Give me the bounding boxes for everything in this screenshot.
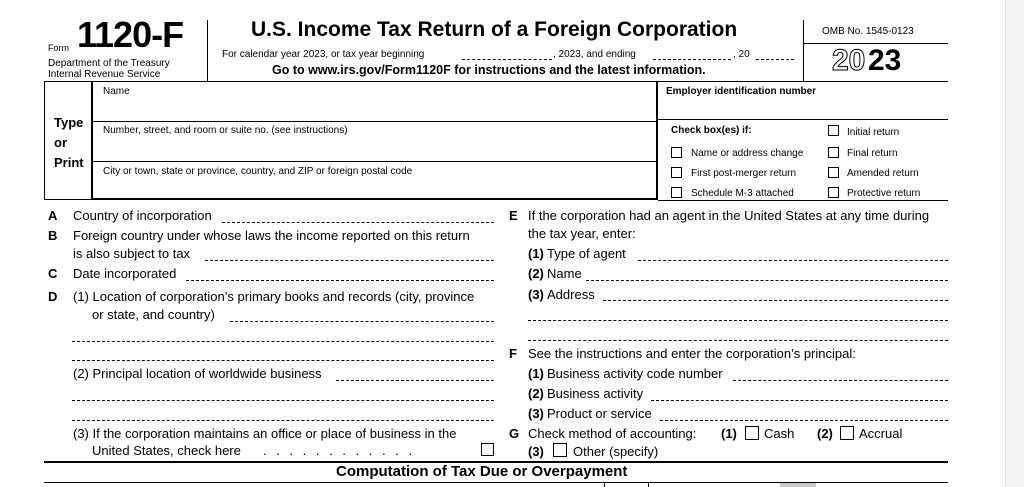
line-a-text: Country of incorporation [73, 208, 212, 223]
tax-year-end-year-field[interactable] [756, 59, 794, 60]
omb-number: OMB No. 1545-0123 [822, 26, 914, 37]
header-divider-left [207, 20, 208, 82]
final-return-label: Final return [847, 148, 898, 159]
form-title: U.S. Income Tax Return of a Foreign Corporation [251, 18, 738, 41]
line-b-letter: B [48, 228, 58, 243]
check-boxes-label: Check box(es) if: [671, 125, 752, 136]
section-title: Computation of Tax Due or Overpayment [336, 463, 628, 480]
line-f1-num: (1) [528, 366, 544, 381]
vertical-scrollbar[interactable] [1005, 0, 1024, 487]
cash-method-checkbox[interactable] [745, 426, 759, 440]
line-e1-num: (1) [528, 246, 544, 261]
form-label: Form [48, 43, 69, 53]
line-g-letter: G [509, 426, 520, 441]
line-e3-text: Address [547, 287, 595, 302]
street-label: Number, street, and room or suite no. (see instructions) [103, 125, 348, 136]
agent-address-field-3[interactable] [528, 340, 948, 341]
name-address-change-checkbox[interactable] [671, 147, 682, 158]
books-location-field-3[interactable] [72, 360, 494, 361]
final-return-checkbox[interactable] [828, 147, 839, 158]
form-number: 1120-F [77, 14, 184, 55]
type-or-print-label: Type or Print [54, 115, 84, 170]
worldwide-business-field-1[interactable] [336, 380, 494, 381]
calendar-end-text: , 20 [733, 49, 750, 60]
product-service-field[interactable] [660, 420, 948, 421]
calendar-mid-text: , 2023, and ending [553, 49, 636, 60]
line-a-letter: A [48, 208, 58, 223]
line-f3-text: Product or service [547, 406, 652, 421]
header-divider-right [803, 20, 804, 82]
cash-method-label: Cash [764, 426, 795, 441]
line-e2-text: Name [547, 266, 582, 281]
name-divider [91, 121, 658, 122]
entity-left-bottom [44, 199, 92, 200]
ein-input[interactable] [662, 100, 946, 118]
line-d1-text-2: or state, and country) [92, 307, 215, 322]
amended-return-checkbox[interactable] [828, 167, 839, 178]
line-d-letter: D [48, 289, 58, 304]
agent-name-field[interactable] [586, 280, 948, 281]
entity-left-border [44, 81, 45, 200]
city-label: City or town, state or province, country, and ZIP or foreign postal code [103, 166, 413, 177]
agent-address-field-2[interactable] [528, 320, 948, 321]
table-column-divider-2 [648, 483, 649, 487]
line-d3-dots: . . . . . . . . . . . . [263, 443, 416, 458]
schedule-m3-checkbox[interactable] [671, 187, 682, 198]
country-of-incorporation-field[interactable] [222, 222, 494, 223]
tax-year-begin-field[interactable] [462, 59, 552, 60]
line-e3-num: (3) [528, 287, 544, 302]
line-e-text-1: If the corporation had an agent in the United States at any time during [528, 208, 930, 223]
business-activity-code-field[interactable] [733, 380, 948, 381]
line-e-text-2: the tax year, enter: [528, 226, 636, 241]
name-address-change-label: Name or address change [691, 148, 804, 159]
us-office-checkbox[interactable] [481, 443, 494, 456]
line-e2-num: (2) [528, 266, 544, 281]
business-activity-field[interactable] [651, 400, 948, 401]
amended-return-label: Amended return [847, 168, 919, 179]
line-e-letter: E [509, 208, 518, 223]
street-input[interactable] [93, 138, 656, 160]
line-g3-num: (3) [528, 444, 544, 459]
books-location-field-2[interactable] [72, 341, 494, 342]
agent-type-field[interactable] [638, 260, 948, 261]
year-outline: 20 [832, 44, 866, 77]
line-f-text: See the instructions and enter the corporation’s principal: [528, 346, 856, 361]
name-label: Name [103, 86, 130, 97]
calendar-year-text: For calendar year 2023, or tax year beginning [222, 49, 425, 60]
line-f-letter: F [509, 346, 517, 361]
line-f2-text: Business activity [547, 386, 644, 401]
other-method-label: Other (specify) [573, 444, 659, 459]
line-b-text-2: is also subject to tax [73, 246, 191, 261]
line-d1-text-1: (1) Location of corporation’s primary books and records (city, province [73, 289, 475, 304]
first-post-merger-label: First post-merger return [691, 168, 797, 179]
line-f2-num: (2) [528, 386, 544, 401]
ein-divider [658, 119, 948, 120]
books-location-field-1[interactable] [230, 321, 494, 322]
table-column-divider-1 [604, 483, 605, 487]
instructions-link-text: Go to www.irs.gov/Form1120F for instructions and the latest information. [272, 63, 706, 77]
name-input[interactable] [93, 98, 656, 120]
year-bold: 23 [868, 44, 902, 77]
tax-year-end-field[interactable] [653, 59, 731, 60]
schedule-m3-label: Schedule M-3 attached [691, 188, 794, 199]
line-g1-num: (1) [721, 426, 737, 441]
initial-return-checkbox[interactable] [828, 125, 839, 136]
line-d2-text: (2) Principal location of worldwide business [73, 366, 322, 381]
accrual-method-checkbox[interactable] [840, 426, 854, 440]
line-g-text: Check method of accounting: [528, 426, 697, 441]
line-b-text-1: Foreign country under whose laws the income reported on this return [73, 228, 470, 243]
line-d3-text-2: United States, check here [92, 443, 241, 458]
first-post-merger-checkbox[interactable] [671, 167, 682, 178]
line-e1-text: Type of agent [547, 246, 626, 261]
protective-return-checkbox[interactable] [828, 187, 839, 198]
date-incorporated-field[interactable] [186, 280, 494, 281]
line-f3-num: (3) [528, 406, 544, 421]
entity-right-bottom [658, 200, 948, 201]
line-f1-text: Business activity code number [547, 366, 723, 381]
other-method-checkbox[interactable] [553, 443, 567, 457]
worldwide-business-field-3[interactable] [72, 420, 494, 421]
accrual-method-label: Accrual [859, 426, 903, 441]
protective-return-label: Protective return [847, 188, 921, 199]
line-d3-text-1: (3) If the corporation maintains an office or place of business in the [73, 426, 457, 441]
ein-label: Employer identification number [666, 86, 817, 97]
city-input[interactable] [93, 178, 656, 198]
line-c-text: Date incorporated [73, 266, 177, 281]
line-c-letter: C [48, 266, 58, 281]
street-divider [91, 161, 658, 162]
shaded-cell [780, 483, 816, 487]
dept-line-2: Internal Revenue Service [48, 69, 161, 80]
line-g2-num: (2) [817, 426, 833, 441]
agent-address-field-1[interactable] [603, 300, 948, 301]
dept-line-1: Department of the Treasury [48, 58, 170, 69]
initial-return-label: Initial return [847, 127, 900, 138]
other-method-specify-field[interactable] [668, 445, 948, 459]
foreign-country-tax-field[interactable] [205, 260, 494, 261]
worldwide-business-field-2[interactable] [72, 400, 494, 401]
